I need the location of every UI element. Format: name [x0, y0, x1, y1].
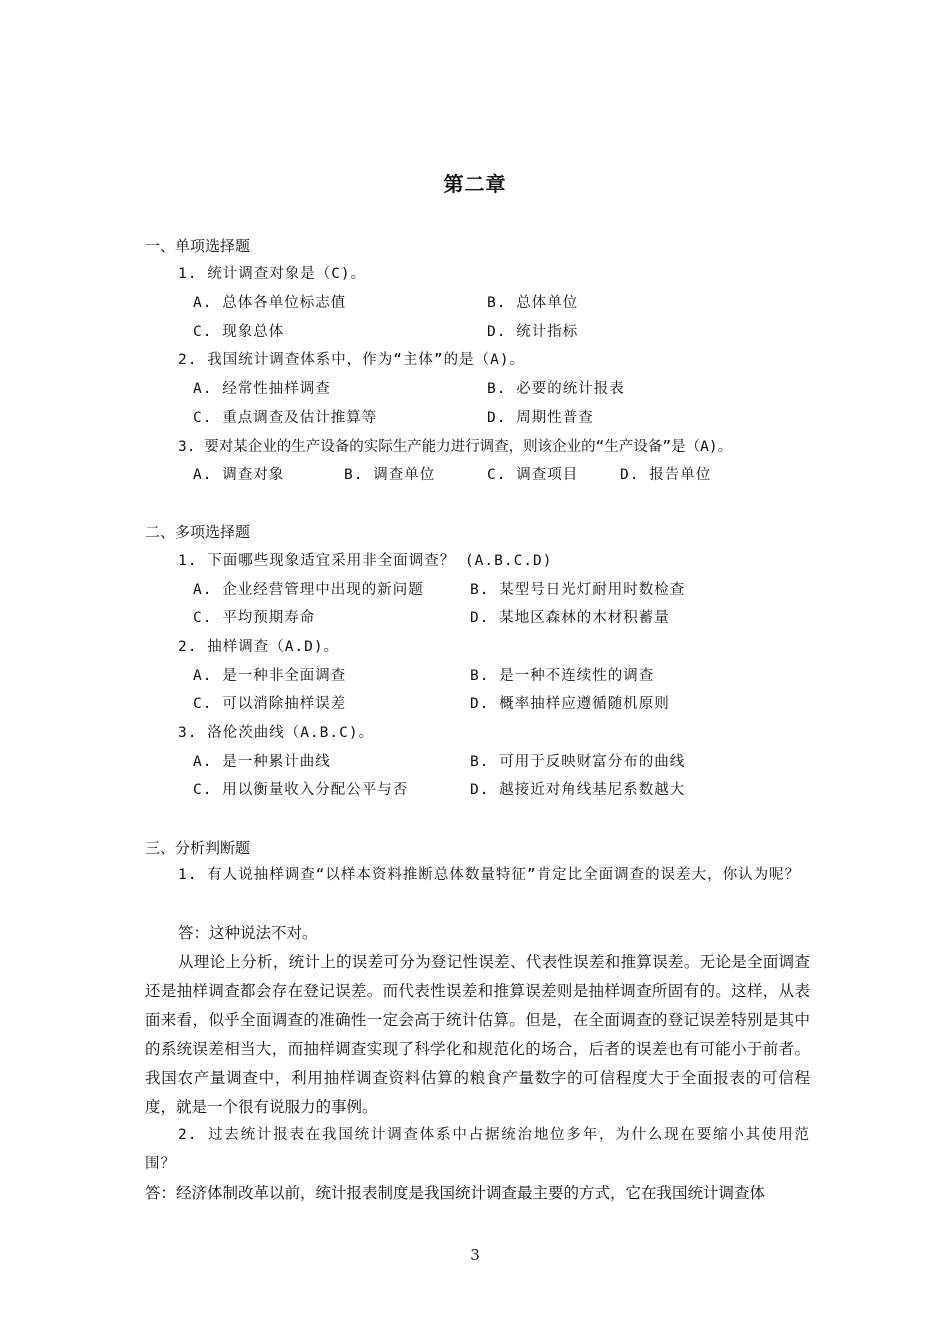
question-stem: 1. 统计调查对象是（C)。 [178, 266, 367, 282]
answer-body: 从理论上分析，统计上的误差可分为登记性误差、代表性误差和推算误差。无论是全面调查还是抽样调查都会存在登记误差。而代表性误差和推算误差则是抽样调查所固有的。这样，从表面来看，似乎全面调查的准确性一定会高于统计估算。但是，在全面调查的登记误差特别是其中的系统误差相当大，而抽样调查实现了科学化和规范化的场合，后者的误差也有可能小于前者。我国农产量调查中，利用抽样调查资料估算的粮食产量数字的可信程度大于全面报表的可信程度，就是一个很有说服力的事例。 [145, 953, 810, 1116]
option-a: A. 总体各单位标志值 [193, 295, 347, 311]
option-b: B. 必要的统计报表 [487, 381, 625, 397]
question-stem: 3. 洛伦茨曲线（A.B.C)。 [178, 725, 375, 741]
option-b: B. 可用于反映财富分布的曲线 [470, 754, 686, 770]
chapter-title: 第二章 [443, 172, 507, 196]
option-b: B. 某型号日光灯耐用时数检查 [470, 582, 686, 598]
question-stem: 2. 抽样调查（A.D)。 [178, 639, 340, 655]
question-stem: 3. 要对某企业的生产设备的实际生产能力进行调查，则该企业的“生产设备”是（A)。 [178, 439, 733, 455]
option-b: B. 总体单位 [487, 295, 579, 311]
option-c: C. 现象总体 [193, 324, 285, 340]
option-c: C. 可以消除抽样误差 [193, 696, 347, 712]
option-d: D. 报告单位 [620, 467, 712, 483]
question-stem: 2. 我国统计调查体系中，作为“主体”的是（A)。 [178, 352, 526, 368]
option-c: C. 平均预期寿命 [193, 610, 316, 626]
option-d: D. 统计指标 [487, 324, 579, 340]
question-stem: 2. 过去统计报表在我国统计调查体系中占据统治地位多年，为什么现在要缩小其使用范围？ [145, 1127, 810, 1172]
option-c: C. 重点调查及估计推算等 [193, 410, 378, 426]
option-a: A. 是一种累计曲线 [193, 754, 331, 770]
option-c: C. 用以衡量收入分配公平与否 [193, 782, 409, 798]
option-c: C. 调查项目 [487, 467, 579, 483]
option-a: A. 是一种非全面调查 [193, 668, 347, 684]
section-title-multiple-choice: 二、多项选择题 [145, 523, 251, 541]
option-a: A. 经常性抽样调查 [193, 381, 331, 397]
option-d: D. 概率抽样应遵循随机原则 [470, 696, 670, 712]
option-a: A. 企业经营管理中出现的新问题 [193, 582, 424, 598]
page-number: 3 [470, 1246, 480, 1264]
answer-intro: 答：经济体制改革以前，统计报表制度是我国统计调查最主要的方式，它在我国统计调查体 [145, 1184, 766, 1202]
question-stem: 1. 下面哪些现象适宜采用非全面调查？ (A.B.C.D) [178, 553, 553, 569]
option-d: D. 周期性普查 [487, 410, 594, 426]
section-title-analysis: 三、分析判断题 [145, 839, 251, 857]
section-title-single-choice: 一、单项选择题 [145, 237, 251, 255]
option-b: B. 调查单位 [344, 467, 436, 483]
question-stem: 1. 有人说抽样调查“以样本资料推断总体数量特征”肯定比全面调查的误差大，你认为呢？ [178, 867, 801, 883]
option-a: A. 调查对象 [193, 467, 285, 483]
answer-intro: 答：这种说法不对。 [178, 924, 318, 942]
option-d: D. 某地区森林的木材积蓄量 [470, 610, 670, 626]
option-b: B. 是一种不连续性的调查 [470, 668, 655, 684]
option-d: D. 越接近对角线基尼系数越大 [470, 782, 686, 798]
